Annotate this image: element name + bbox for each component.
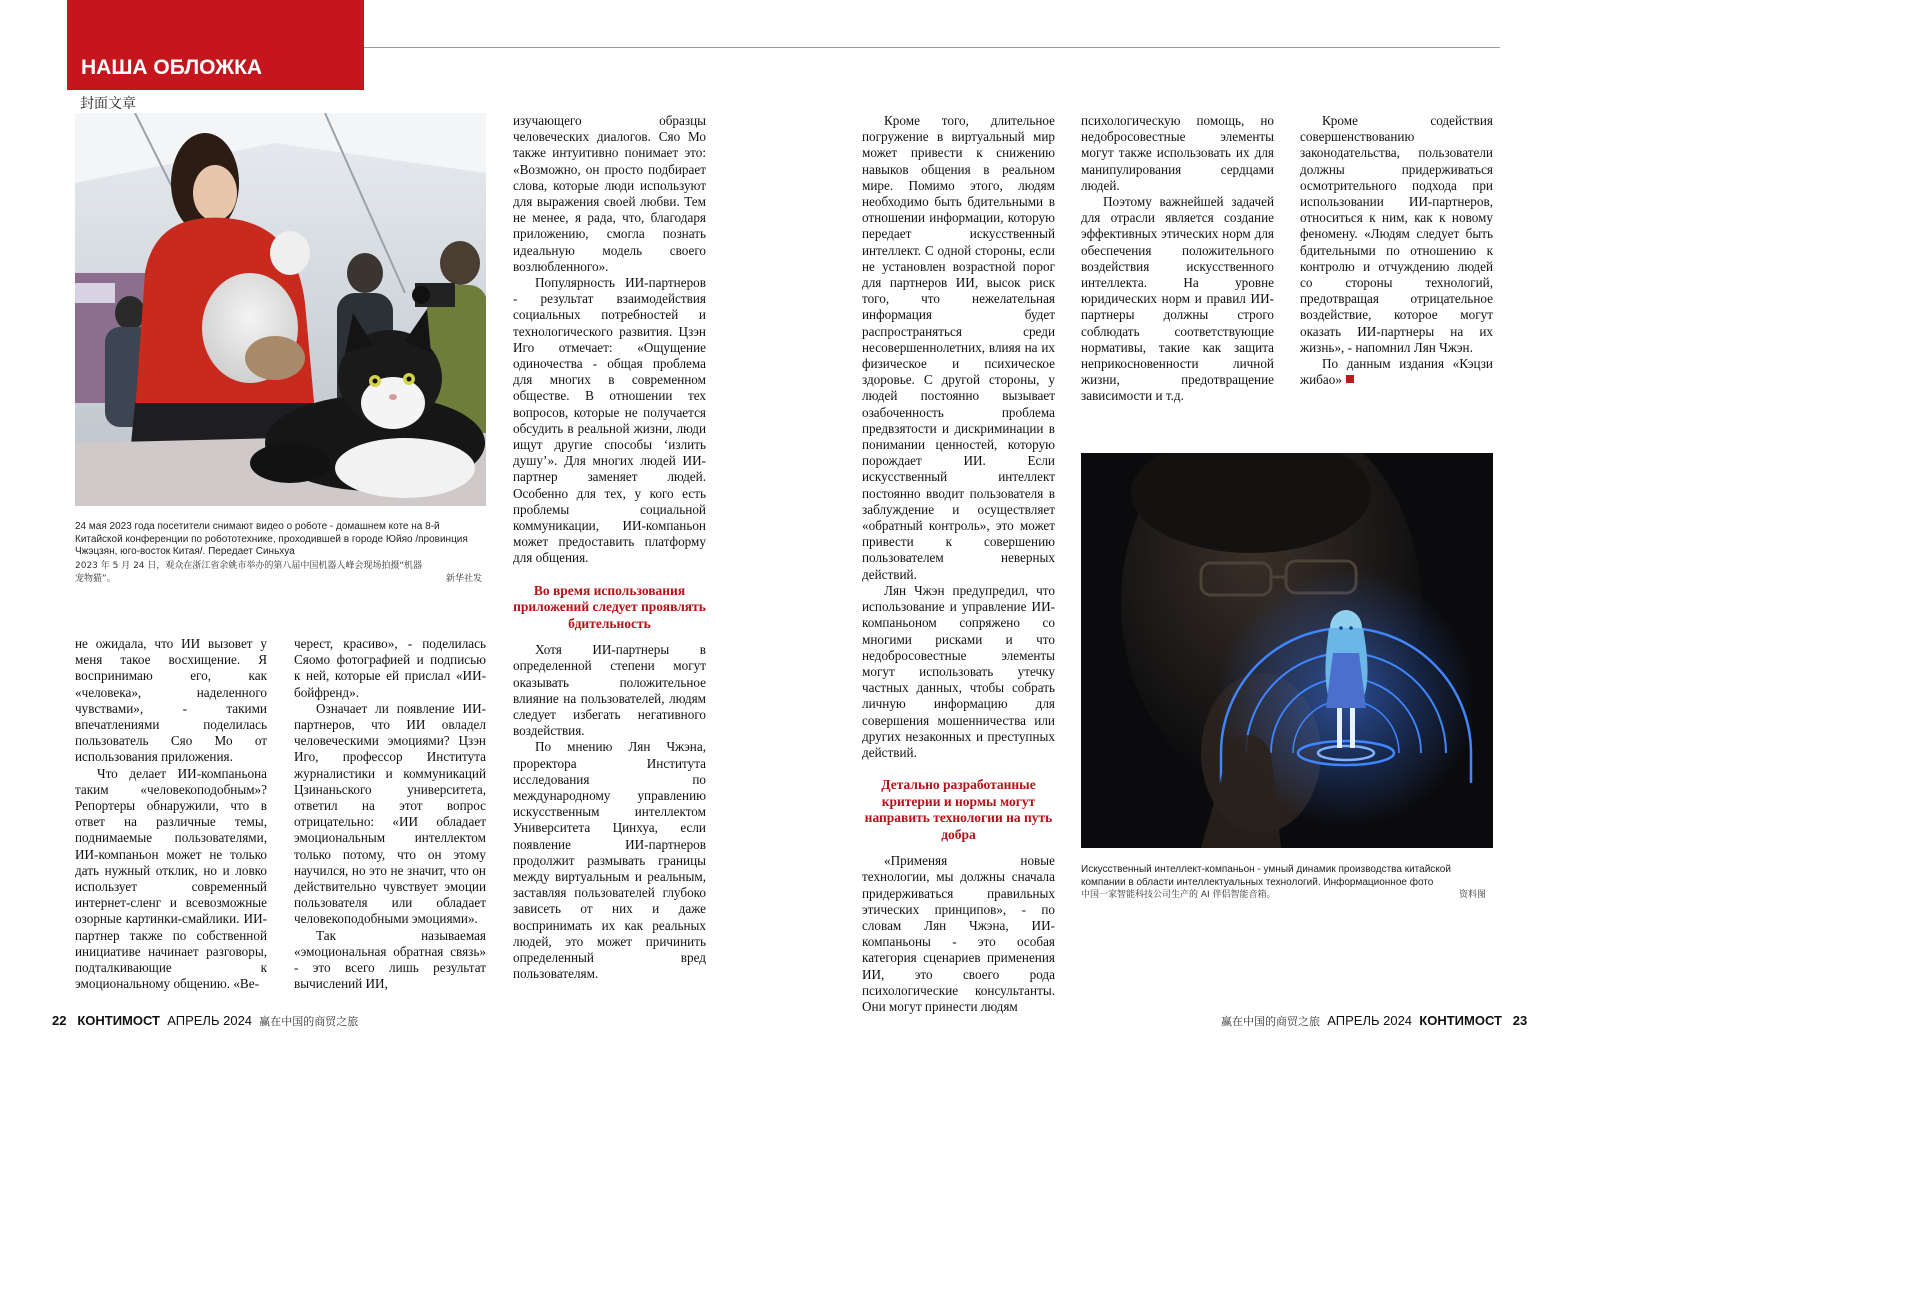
section-subtitle-zh: 封面文章 (80, 96, 136, 112)
article-column-2 (294, 636, 486, 992)
footer-left (52, 1013, 358, 1029)
paragraph: Кроме содействия совершенствованию законодательства, пользователи должны придерживаться осмотрительного подхода при использовании ИИ-партнеров, относиться к ним, как к новому феномену. «Людям следует быть бдительными по отношению к контролю и отчуждению людей со стороны технологий, предотвращая отрицательное воздействие, которое могут оказать ИИ-партнеры на их жизнь», - напомнил Лян Чжэн. (1300, 113, 1493, 355)
section-banner (67, 0, 364, 90)
article-column-5 (1081, 113, 1274, 405)
article-column-1 (75, 636, 267, 992)
slogan-zh-right: 赢在中国的商贸之旅 (1221, 1015, 1320, 1028)
magazine-name-right: КОНТИМОСТ (1419, 1013, 1502, 1028)
paragraph: Поэтому важнейшей задачей для отрасли является создание эффективных этических норм для обеспечения положительного воздействия искусственного интеллекта. На уровне юридических норм и правил ИИ-партнеры должны строго соблюдать соответствующие нормативы, такие как защита неприкосновенности личной жизни, предотвращение зависимости и т.д. (1081, 194, 1274, 404)
paragraph: «Применяя новые технологии, мы должны сначала придерживаться правильных этических принципов», - по словам Лян Чжэна, ИИ-компаньоны - это особая категория сценариев применения ИИ, это своего рода психологические консультанты. Они могут принести людям (862, 853, 1055, 1014)
paragraph (1300, 356, 1493, 388)
paragraph: черест, красиво», - поделилась Сяомо фотографией и подписью к ней, которые ей прислал «ИИ-бойфренд». (294, 636, 486, 700)
photo1-caption: 24 мая 2023 года посетители снимают видео о роботе - домашнем коте на 8-й Китайской конференции по робототехнике, проходившей в городе Юйяо /провинция Чжэцзян, юго-восток Китая/. Передает Синьхуа (75, 521, 468, 558)
paragraph: психологическую помощь, но недобросовестные элементы могут также использовать их для манипулирования сердцами людей. (1081, 113, 1274, 193)
section-title: НАША ОБЛОЖКА (81, 56, 263, 79)
source-note: По данным издания «Кэцзи жибао» (1300, 356, 1493, 388)
header-rule (364, 47, 1500, 48)
paragraph: изучающего образцы человеческих диалогов. Сяо Мо также интуитивно понимает это: «Возможно, он просто подбирает слова, которые люди используют для выражения своей любви. Тем не менее, я рада, что, благодаря приложению, смогла познать идеальную модель своего возлюбленного». (513, 113, 706, 274)
paragraph: Так называемая «эмоциональная обратная связь» - это всего лишь результат вычислений ИИ, (294, 927, 486, 992)
photo2-caption: Искусственный интеллект-компаньон - умный динамик производства китайской компании в области интеллектуальных технологий. Информационное фото (1081, 864, 1451, 888)
photo1-credit-zh: 新华社发 (446, 574, 483, 584)
article-column-4 (862, 113, 1055, 1015)
paragraph: Хотя ИИ-партнеры в определенной степени могут оказывать положительное влияние на пользователей, людям следует избегать негативного воздействия. (513, 642, 706, 739)
paragraph: не ожидала, что ИИ вызовет у меня такое восхищение. Я воспринимаю его, как «человека», наделенного чувствами», - такими впечатлениями поделилась пользователь Сяо Мо от использования приложения. (75, 636, 267, 765)
end-mark-icon (1346, 375, 1354, 383)
paragraph: Что делает ИИ-компаньона таким «человекоподобным»? Репортеры обнаружили, что в ответ на различные темы, поднимаемые пользователями, ИИ-компаньон может не только дать нужный отклик, но и ловко использует современный интернет-сленг и всевозможные озорные картинки-смайлики. ИИ-партнер также по собственной инициативе начинает разговоры, подталкивающие к эмоциональному общению. «Ве- (75, 765, 267, 992)
subheading-vigilance: Во время использования приложений следует проявлять бдительность (513, 582, 706, 631)
photo1-caption-zh: 2023 年 5 月 24 日，观众在浙江省余姚市举办的第八届中国机器人峰会现场拍摄“机器宠物猫”。 (75, 561, 423, 584)
paragraph: По мнению Лян Чжэна, проректора Института исследования по международному управлению искусственным интеллектом Университета Цинхуа, если появление ИИ-партнеров продолжит размывать границы между виртуальным и реальным, заставляя пользователей глубоко зависеть от них и даже воспринимать их как реальных людей, это может причинить определенный вред пользователям. (513, 739, 706, 982)
magazine-name-left: КОНТИМОСТ (77, 1013, 160, 1028)
page-number-right: 23 (1512, 1013, 1528, 1028)
subheading-criteria: Детально разработанные критерии и нормы могут направить технологии на путь добра (864, 777, 1053, 842)
paragraph: Кроме того, длительное погружение в виртуальный мир может привести к снижению навыков общения в реальном мире. Помимо этого, людям необходимо быть бдительными в отношении информации, которую передает искусственный интеллект. С одной стороны, если не установлен возрастной порог для партнеров ИИ, высок риск того, что нежелательная информация будет распространяться среди несовершеннолетних, влияя на их физическое и психическое здоровье. С другой стороны, у людей постоянно вызывает озабоченность проблема предвзятости и дискриминации в понимании ценностей, которую порождает ИИ. Если искусственный интеллект постоянно вводит пользователя в заблуждение и осуществляет «обратный контроль», это может привести к совершению пользователем неверных действий. (862, 113, 1055, 582)
slogan-zh-left: 赢在中国的商贸之旅 (259, 1015, 359, 1028)
issue-date-left: АПРЕЛЬ 2024 (167, 1013, 253, 1028)
photo2-credit-zh: 资料图 (1459, 890, 1487, 900)
paragraph: Популярность ИИ-партнеров - результат взаимодействия социальных потребностей и технологического развития. Цзэн Иго отмечает: «Ощущение одиночества - общая проблема для многих в современном обществе. В отношении тех вопросов, которые не получается обсудить в реальной жизни, люди ищут другие способы ‘излить душу’». Для многих людей ИИ-партнер заменяет людей. Особенно для тех, у кого есть проблемы социальной коммуникации, ИИ-компаньон может предоставить платформу для общения. (513, 275, 706, 566)
article-column-6 (1300, 113, 1493, 388)
footer-right (1221, 1013, 1527, 1029)
paragraph: Лян Чжэн предупредил, что использование и управление ИИ-компаньоном сопряжено со многими рисками и что недобросовестные элементы могут использовать утечку частных данных, чтобы собрать личную информацию для совершения мошенничества или других незаконных и преступных действий. (862, 582, 1055, 760)
paragraph: Означает ли появление ИИ-партнеров, что ИИ овладел человеческими эмоциями? Цзэн Иго, профессор Института журналистики и коммуникаций Цзинаньского университета, ответил на этот вопрос отрицательно: «ИИ обладает эмоциональным интеллектом только потому, что он этому научился, но это не значит, что он действительно чувствует эмоции пользователя или обладает человекоподобными эмоциями». (294, 700, 486, 927)
robot-cat-photo-illustration (75, 113, 486, 506)
photo-robot-cat (75, 113, 486, 506)
photo-ai-companion (1081, 453, 1493, 848)
page-number-left: 22 (52, 1013, 67, 1028)
photo2-caption-zh: 中国一家智能科技公司生产的 AI 伴侣智能音箱。 (1081, 890, 1276, 900)
issue-date-right: АПРЕЛЬ 2024 (1327, 1013, 1413, 1028)
ai-companion-photo-illustration (1081, 453, 1493, 848)
article-column-3 (513, 113, 706, 982)
